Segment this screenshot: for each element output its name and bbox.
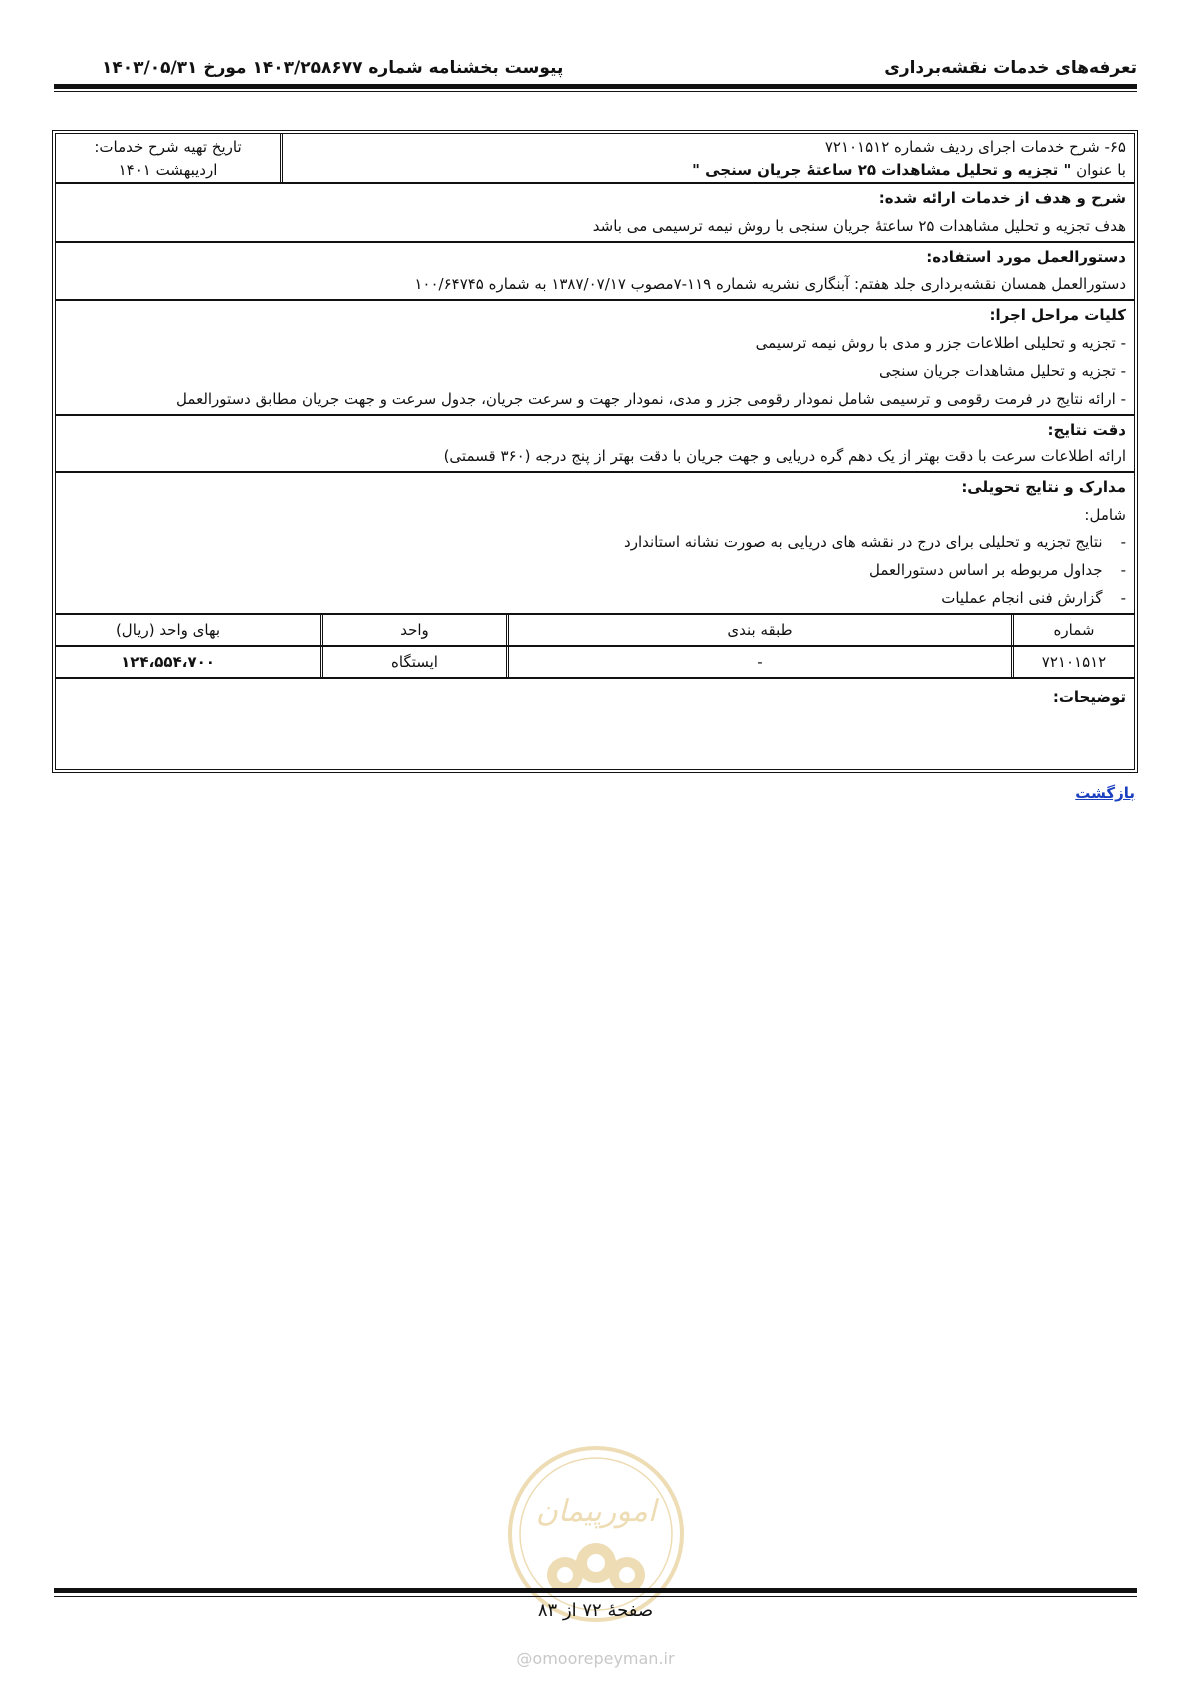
accuracy-heading: دقت نتایج: bbox=[1047, 421, 1126, 439]
steps-item: - ارائه نتایج در فرمت رقومی و ترسیمی شامل نمودار رقومی جزر و مدی، نمودار جهت و سرعت جریان، جدول سرعت و جهت جریان مطابق دستورالعمل bbox=[176, 390, 1126, 408]
deliverables-item: -نتایج تجزیه و تحلیلی برای درج در نقشه های دریایی به صورت نشانه استاندارد bbox=[624, 533, 1126, 551]
purpose-text: هدف تجزیه و تحلیل مشاهدات ۲۵ ساعتهٔ جریان سنجی با روش نیمه ترسیمی می باشد bbox=[592, 217, 1126, 235]
purpose-section bbox=[56, 184, 1134, 243]
date-box bbox=[56, 134, 280, 182]
notes-section bbox=[56, 679, 1134, 769]
accuracy-text: ارائه اطلاعات سرعت با دقت بهتر از یک دهم گره دریایی و جهت جریان با دقت بهتر از پنج درجه (۳۶۰ قسمتی) bbox=[443, 447, 1126, 465]
header-rule-thick bbox=[54, 84, 1137, 89]
header-cell-number: شماره bbox=[1053, 621, 1095, 639]
header-cell-class: طبقه بندی bbox=[727, 621, 793, 639]
deliverables-item: -جداول مربوطه بر اساس دستورالعمل bbox=[868, 561, 1126, 579]
header-rule-thin bbox=[54, 91, 1137, 92]
column-divider bbox=[506, 647, 509, 677]
deliverables-item: -گزارش فنی انجام عملیات bbox=[941, 589, 1126, 607]
column-divider bbox=[1011, 647, 1014, 677]
column-divider bbox=[320, 647, 323, 677]
header-reference: پیوست بخشنامه شماره ۱۴۰۳/۲۵۸۶۷۷ مورخ ۱۴۰۳/۰۵/۳۱ bbox=[102, 58, 564, 78]
svg-text:امورپیمان: امورپیمان bbox=[535, 1494, 657, 1529]
header-title: تعرفه‌های خدمات نقشه‌برداری bbox=[884, 58, 1137, 78]
back-link[interactable]: بازگشت bbox=[1075, 784, 1135, 802]
cell-price: ۱۲۴،۵۵۴،۷۰۰ bbox=[121, 653, 215, 671]
footer-rule-thick bbox=[54, 1588, 1137, 1593]
steps-section bbox=[56, 301, 1134, 416]
column-divider bbox=[320, 615, 323, 645]
header-cell-unit: واحد bbox=[400, 621, 429, 639]
price-table-header bbox=[56, 615, 1134, 647]
title-divider bbox=[280, 134, 283, 182]
bullet: - bbox=[1120, 589, 1126, 607]
service-title: " تجزیه و تحلیل مشاهدات ۲۵ ساعتهٔ جریان سنجی " bbox=[692, 161, 1072, 179]
page-header bbox=[54, 58, 1137, 82]
deliverables-section bbox=[56, 473, 1134, 615]
date-label: تاریخ تهیه شرح خدمات: bbox=[94, 138, 242, 156]
cell-number: ۷۲۱۰۱۵۱۲ bbox=[1041, 653, 1107, 671]
price-table-row bbox=[56, 647, 1134, 679]
service-sheet bbox=[52, 130, 1138, 773]
header-cell-price: بهای واحد (ریال) bbox=[115, 621, 221, 639]
instruction-section bbox=[56, 243, 1134, 301]
service-item-line: ۶۵- شرح خدمات اجرای ردیف شماره ۷۲۱۰۱۵۱۲ bbox=[824, 138, 1126, 156]
notes-heading: توضیحات: bbox=[1052, 688, 1126, 706]
instruction-heading: دستورالعمل مورد استفاده: bbox=[926, 248, 1126, 266]
bullet: - bbox=[1120, 561, 1126, 579]
page-number: صفحهٔ ۷۲ از ۸۳ bbox=[537, 1600, 654, 1621]
steps-heading: کلیات مراحل اجرا: bbox=[989, 306, 1126, 324]
steps-item: - تجزیه و تحلیلی اطلاعات جزر و مدی با روش نیمه ترسیمی bbox=[755, 334, 1126, 352]
date-value: اردیبهشت ۱۴۰۱ bbox=[118, 161, 218, 179]
instruction-text: دستورالعمل همسان نقشه‌برداری جلد هفتم: آبنگاری نشریه شماره ۱۱۹-۷مصوب ۱۳۸۷/۰۷/۱۷ به شماره ۱۰۰/۶۴۷۴۵ bbox=[414, 275, 1126, 293]
purpose-heading: شرح و هدف از خدمات ارائه شده: bbox=[878, 189, 1126, 207]
cell-class: - bbox=[757, 653, 763, 671]
bullet: - bbox=[1120, 533, 1126, 551]
deliverables-intro: شامل: bbox=[1084, 506, 1126, 524]
service-title-section bbox=[56, 134, 1134, 184]
service-title-prefix: با عنوان bbox=[1071, 161, 1126, 179]
steps-item: - تجزیه و تحلیل مشاهدات جریان سنجی bbox=[879, 362, 1126, 380]
footer-rule-thin bbox=[54, 1596, 1137, 1597]
cell-unit: ایستگاه bbox=[391, 653, 438, 671]
deliverables-heading: مدارک و نتایج تحویلی: bbox=[961, 478, 1126, 496]
service-title-line bbox=[692, 161, 1126, 179]
site-watermark: @omoorepeyman.ir bbox=[516, 1649, 675, 1668]
column-divider bbox=[506, 615, 509, 645]
seal-logo-icon bbox=[505, 1443, 687, 1625]
accuracy-section bbox=[56, 416, 1134, 473]
column-divider bbox=[1011, 615, 1014, 645]
